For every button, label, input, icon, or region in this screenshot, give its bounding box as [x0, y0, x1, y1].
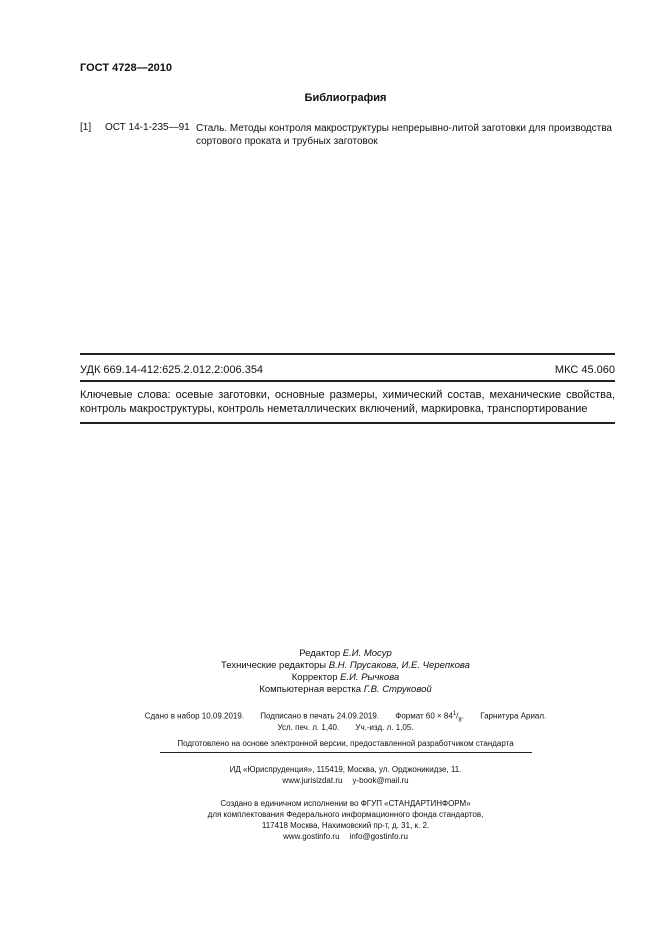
- credit-tech-editors: [30, 660, 661, 672]
- publisher-contacts: [30, 775, 661, 786]
- publisher-block: [0, 764, 661, 786]
- publisher-site: www.jurisizdat.ru: [282, 776, 343, 785]
- divider-thin: [160, 752, 532, 753]
- print-sheets: Усл. печ. л. 1,40.: [277, 723, 340, 732]
- made-line-3: 117418 Москва, Нахимовский пр-т, д. 31, к. 2.: [261, 821, 430, 830]
- bibliography-title: Библиография: [304, 92, 387, 104]
- corrector-label: Корректор: [291, 672, 338, 683]
- printing-sheets: [0, 723, 661, 732]
- made-email: info@gostinfo.ru: [349, 832, 408, 841]
- made-contacts: [30, 831, 661, 842]
- tech-editors-names: В.Н. Прусакова, И.Е. Черепкова: [328, 660, 470, 671]
- made-line-1: Создано в единичном исполнении во ФГУП «СТАНДАРТИНФОРМ»: [220, 799, 471, 808]
- made-by-block: [0, 798, 661, 842]
- divider-bottom: [80, 422, 615, 424]
- format-label: Формат 60 × 84: [395, 711, 453, 721]
- divider-top: [80, 353, 615, 355]
- bibliography-entry-standard: ОСТ 14-1-235—91: [105, 122, 190, 133]
- udk-code: УДК 669.14-412:625.2.012.2:006.354: [80, 364, 264, 376]
- format-denominator: 8: [458, 717, 462, 724]
- editor-label: Редактор: [299, 648, 341, 659]
- credit-editor: [30, 648, 661, 660]
- corrector-name: Е.И. Рычкова: [340, 672, 400, 683]
- format-numerator: 1: [452, 711, 457, 717]
- credit-corrector: [30, 672, 661, 684]
- typeface: Гарнитура Ариал.: [480, 711, 547, 721]
- editor-name: Е.И. Мосур: [342, 648, 392, 659]
- divider-middle: [80, 380, 615, 382]
- credits-block: [0, 648, 661, 696]
- layout-name: Г.В. Струковой: [363, 684, 432, 695]
- mks-code: МКС 45.060: [554, 364, 615, 376]
- keywords: Ключевые слова: осевые заготовки, основные размеры, химический состав, механические свойства, контроль макроструктуры, контроль неметаллических включений, маркировка, транспортирование: [80, 389, 615, 415]
- made-site: www.gostinfo.ru: [283, 832, 340, 841]
- tech-editors-label: Технические редакторы: [221, 660, 327, 671]
- bibliography-entry-text: Сталь. Методы контроля макроструктуры непрерывно-литой заготовки для производства сортового проката и трубных заготовок: [196, 123, 612, 147]
- signed-date: Подписано в печать 24.09.2019.: [260, 711, 380, 721]
- publisher-email: y-book@mail.ru: [352, 776, 409, 785]
- made-line-2: для комплектования Федерального информационного фонда стандартов,: [207, 810, 484, 819]
- printing-details: Сдано в набор 10.09.2019. Подписано в печать 24.09.2019. Формат $60 \times 84^1/_8$. Гарнитура Ариал.: [144, 711, 547, 724]
- publisher-sheets: Уч.-изд. л. 1,05.: [355, 723, 414, 732]
- document-code: ГОСТ 4728—2010: [80, 62, 173, 74]
- bibliography-entry-number: [1]: [80, 122, 92, 133]
- credit-layout: [30, 684, 661, 696]
- submitted-date: Сдано в набор 10.09.2019.: [144, 711, 245, 721]
- prepared-note: Подготовлено на основе электронной версии, предоставленной разработчиком стандарта: [177, 739, 514, 748]
- publisher-address: ИД «Юриспруденция», 115419, Москва, ул. Орджоникидзе, 11.: [229, 765, 462, 774]
- layout-label: Компьютерная верстка: [259, 684, 362, 695]
